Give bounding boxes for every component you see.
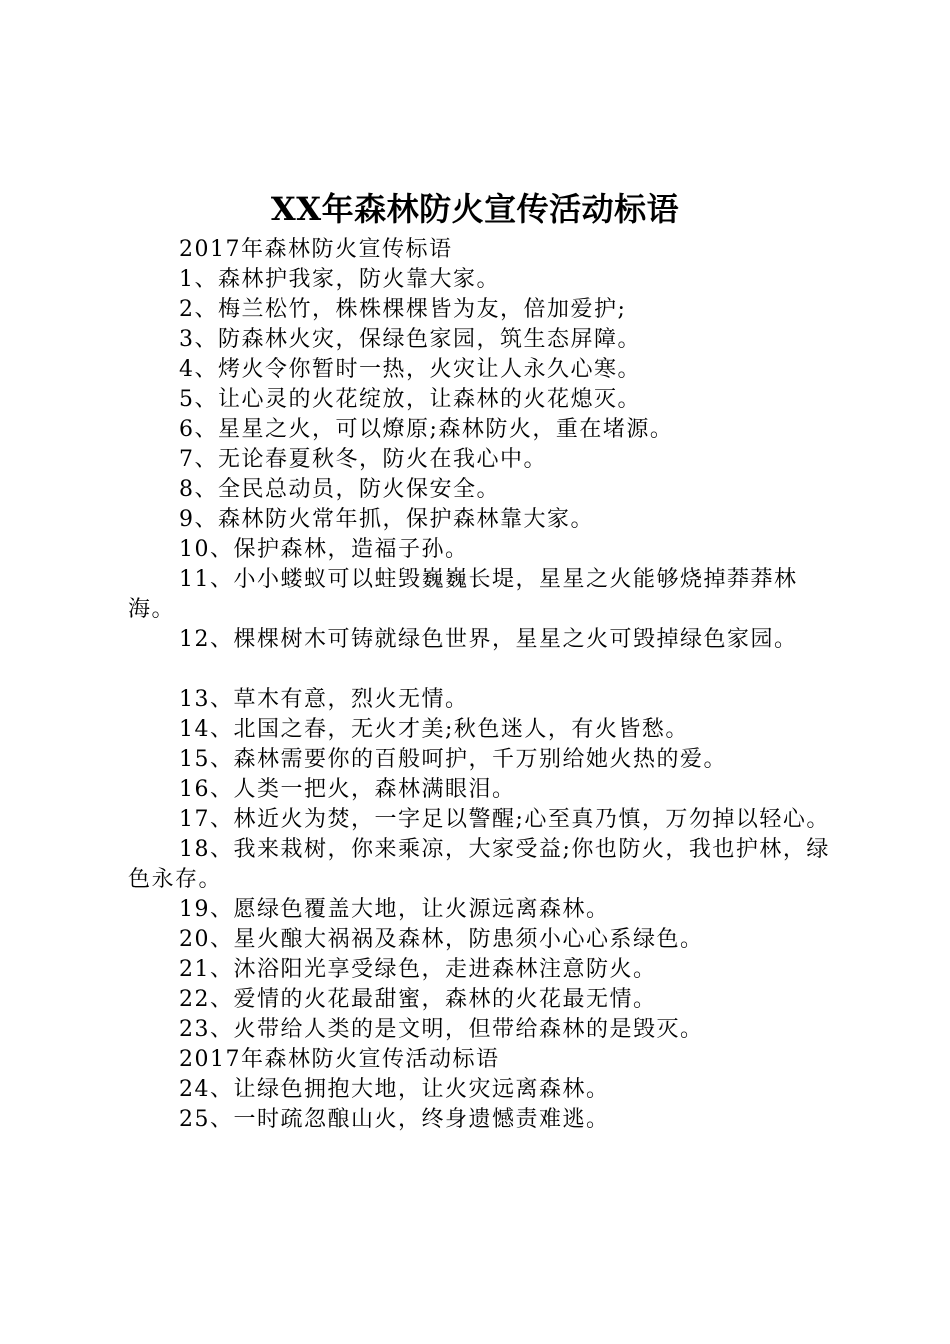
section-heading: 2017年森林防火宣传活动标语 xyxy=(179,1047,500,1072)
slogan-line: 10、保护森林，造福子孙。 xyxy=(179,537,469,562)
slogan-line: 13、草木有意，烈火无情。 xyxy=(179,687,469,712)
slogan-line: 14、北国之春，无火才美;秋色迷人，有火皆愁。 xyxy=(179,717,689,742)
blank-line xyxy=(128,655,840,685)
slogan-line: 3、防森林火灾，保绿色家园，筑生态屏障。 xyxy=(179,327,641,352)
slogan-line: 18、我来栽树，你来乘凉，大家受益;你也防火，我也护林，绿色永存。 xyxy=(128,837,830,892)
slogan-line: 2、梅兰松竹，株株棵棵皆为友，倍加爱护; xyxy=(179,297,627,322)
section-heading: 2017年森林防火宣传标语 xyxy=(179,237,453,262)
slogan-line: 12、棵棵树木可铸就绿色世界，星星之火可毁掉绿色家园。 xyxy=(179,627,798,652)
slogan-line: 19、愿绿色覆盖大地，让火源远离森林。 xyxy=(179,897,610,922)
slogan-line: 16、人类一把火，森林满眼泪。 xyxy=(179,777,516,802)
slogan-line: 22、爱情的火花最甜蜜，森林的火花最无情。 xyxy=(179,987,657,1012)
slogan-line: 23、火带给人类的是文明，但带给森林的是毁灭。 xyxy=(179,1017,704,1042)
slogan-line: 6、星星之火，可以燎原;森林防火，重在堵源。 xyxy=(179,417,674,442)
slogan-line: 5、让心灵的火花绽放，让森林的火花熄灭。 xyxy=(179,387,641,412)
slogan-line: 11、小小蝼蚁可以蛀毁巍巍长堤，星星之火能够烧掉莽莽林海。 xyxy=(128,567,798,622)
slogan-line: 24、让绿色拥抱大地，让火灾远离森林。 xyxy=(179,1077,610,1102)
slogan-line: 7、无论春夏秋冬，防火在我心中。 xyxy=(179,447,547,472)
slogan-line: 4、烤火令你暂时一热，火灾让人永久心寒。 xyxy=(179,357,641,382)
slogan-line: 1、森林护我家，防火靠大家。 xyxy=(179,267,500,292)
slogan-line: 25、一时疏忽酿山火，终身遗憾责难逃。 xyxy=(179,1107,610,1132)
document-title: XX年森林防火宣传活动标语 xyxy=(270,190,680,228)
slogan-line: 20、星火酿大祸祸及森林，防患须小心心系绿色。 xyxy=(179,927,704,952)
slogan-line: 21、沐浴阳光享受绿色，走进森林注意防火。 xyxy=(179,957,657,982)
slogan-line: 17、林近火为焚，一字足以警醒;心至真乃慎，万勿掉以轻心。 xyxy=(179,807,830,832)
document-body xyxy=(128,235,840,1135)
slogan-line: 15、森林需要你的百般呵护，千万别给她火热的爱。 xyxy=(179,747,727,772)
slogan-line: 8、全民总动员，防火保安全。 xyxy=(179,477,500,502)
slogan-line: 9、森林防火常年抓，保护森林靠大家。 xyxy=(179,507,594,532)
